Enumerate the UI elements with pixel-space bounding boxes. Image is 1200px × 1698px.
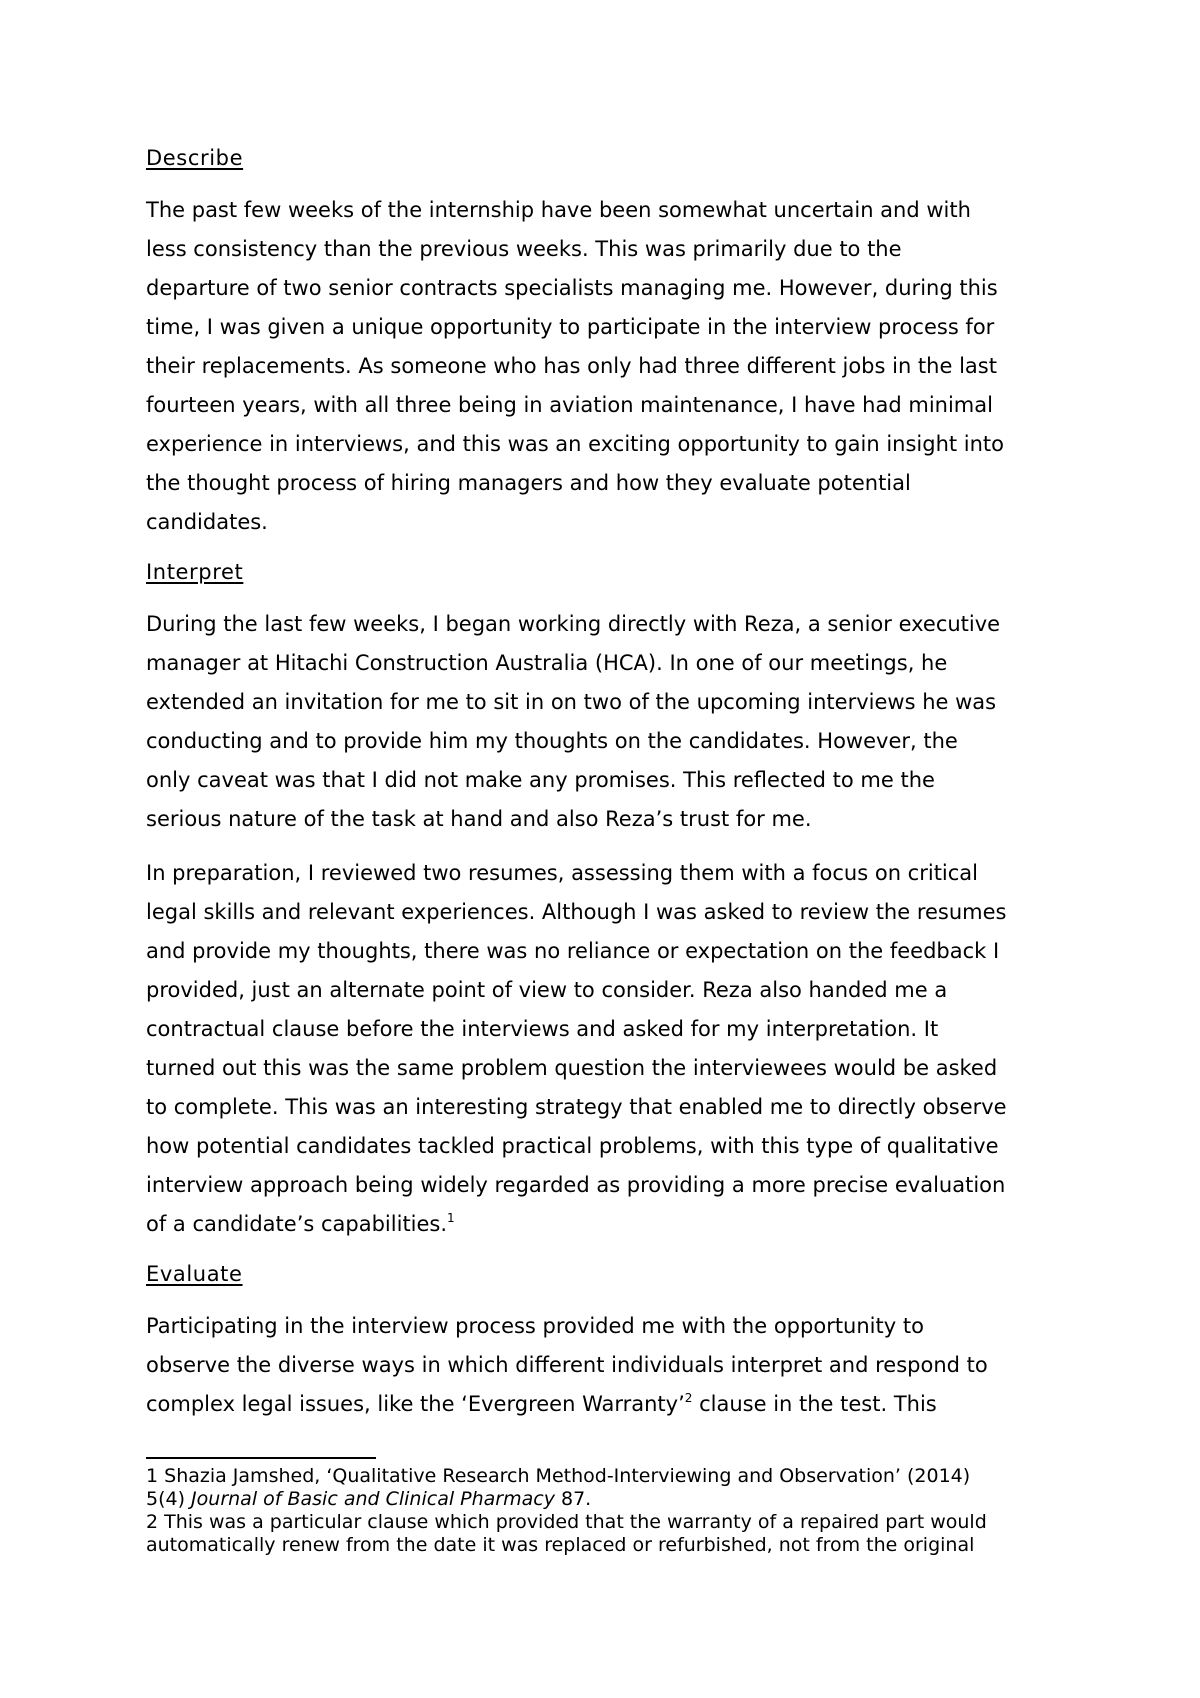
- footnote-line: 1 Shazia Jamshed, ‘Qualitative Research Method-Interviewing and Observation’ (2014): [146, 1465, 971, 1487]
- text-line: the thought process of hiring managers and how they evaluate potential: [146, 471, 911, 495]
- text-line: to complete. This was an interesting strategy that enabled me to directly observe: [146, 1095, 1007, 1119]
- text-fragment: complex legal issues, like the ‘Evergreen Warranty’: [146, 1392, 685, 1416]
- text-line: legal skills and relevant experiences. Although I was asked to review the resumes: [146, 900, 1007, 924]
- section-heading-evaluate: Evaluate: [146, 1262, 243, 1286]
- text-line: experience in interviews, and this was an exciting opportunity to gain insight into: [146, 432, 1005, 456]
- text-line: fourteen years, with all three being in aviation maintenance, I have had minimal: [146, 393, 993, 417]
- text-fragment: of a candidate’s capabilities.: [146, 1212, 448, 1236]
- footnote-reference-1[interactable]: 1: [447, 1211, 455, 1225]
- text-line: less consistency than the previous weeks. This was primarily due to the: [146, 237, 902, 261]
- text-line: serious nature of the task at hand and also Reza’s trust for me.: [146, 807, 812, 831]
- text-line: conducting and to provide him my thoughts on the candidates. However, the: [146, 729, 958, 753]
- text-line: interview approach being widely regarded as providing a more precise evaluation: [146, 1173, 1006, 1197]
- footnote-separator: [146, 1457, 376, 1459]
- text-line: and provide my thoughts, there was no reliance or expectation on the feedback I: [146, 939, 1000, 963]
- footnote-line: automatically renew from the date it was replaced or refurbished, not from the original: [146, 1534, 975, 1556]
- text-line: manager at Hitachi Construction Australia (HCA). In one of our meetings, he: [146, 651, 948, 675]
- text-fragment: 5(4): [146, 1488, 192, 1510]
- text-line: Participating in the interview process provided me with the opportunity to: [146, 1314, 924, 1338]
- text-line: how potential candidates tackled practical problems, with this type of qualitative: [146, 1134, 999, 1158]
- paragraph-describe-1: [146, 191, 1076, 542]
- text-line: The past few weeks of the internship have been somewhat uncertain and with: [146, 198, 971, 222]
- text-line: extended an invitation for me to sit in on two of the upcoming interviews he was: [146, 690, 997, 714]
- text-line: In preparation, I reviewed two resumes, assessing them with a focus on critical: [146, 861, 979, 885]
- text-line: time, I was given a unique opportunity to participate in the interview process for: [146, 315, 995, 339]
- section-heading-describe: Describe: [146, 146, 244, 170]
- section-heading-interpret: Interpret: [146, 560, 244, 584]
- footnote-2: [146, 1511, 1076, 1557]
- paragraph-interpret-1: [146, 605, 1076, 839]
- text-fragment: clause in the test. This: [692, 1392, 937, 1416]
- text-line: only caveat was that I did not make any promises. This reflected to me the: [146, 768, 935, 792]
- document-body: [146, 143, 1076, 1439]
- footnote-1: [146, 1465, 1076, 1511]
- footnote-line: 2 This was a particular clause which provided that the warranty of a repaired part would: [146, 1511, 987, 1533]
- text-line: departure of two senior contracts specialists managing me. However, during this: [146, 276, 998, 300]
- footnote-line: [146, 1488, 1076, 1511]
- footnote-reference-2[interactable]: 2: [684, 1391, 693, 1405]
- text-fragment: 87.: [554, 1488, 592, 1510]
- text-line: observe the diverse ways in which different individuals interpret and respond to: [146, 1353, 988, 1377]
- text-line: provided, just an alternate point of view to consider. Reza also handed me a: [146, 978, 948, 1002]
- text-line: During the last few weeks, I began working directly with Reza, a senior executive: [146, 612, 1001, 636]
- journal-title: Journal of Basic and Clinical Pharmacy: [191, 1488, 555, 1510]
- paragraph-interpret-2: [146, 854, 1076, 1244]
- text-line-with-footnote: [146, 1205, 1076, 1244]
- paragraph-evaluate-1: [146, 1307, 1076, 1424]
- text-line: candidates.: [146, 510, 268, 534]
- text-line: turned out this was the same problem question the interviewees would be asked: [146, 1056, 998, 1080]
- text-line: contractual clause before the interviews and asked for my interpretation. It: [146, 1017, 939, 1041]
- footnotes-area: [146, 1457, 1076, 1557]
- text-line: their replacements. As someone who has only had three different jobs in the last: [146, 354, 997, 378]
- text-line-with-footnote: [146, 1385, 1076, 1424]
